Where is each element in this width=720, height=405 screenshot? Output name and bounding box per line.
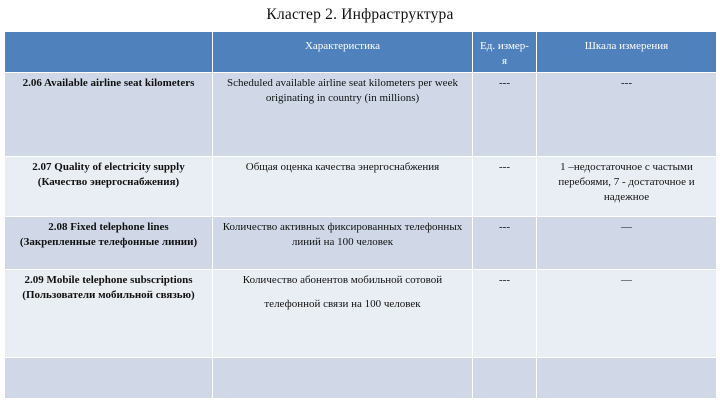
characteristic-cell: Scheduled available airline seat kilometers per week originating in country (in millions) xyxy=(213,73,473,157)
indicator-cell: 2.07 Quality of electricity supply (Качество энергоснабжения) xyxy=(5,157,213,217)
characteristic-line: телефонной связи на 100 человек xyxy=(264,297,421,310)
table-row xyxy=(5,270,717,358)
infrastructure-table xyxy=(4,31,717,399)
characteristic-cell: Количество активных фиксированных телефонных линий на 100 человек xyxy=(213,217,473,270)
indicator-cell: 2.09 Mobile telephone subscriptions (Пользователи мобильной связью) xyxy=(5,270,213,358)
empty-table-row xyxy=(5,358,717,399)
characteristic-cell: Общая оценка качества энергоснабжения xyxy=(213,157,473,217)
unit-cell: --- xyxy=(473,270,537,358)
header-indicator xyxy=(5,32,213,73)
scale-cell: — xyxy=(537,270,717,358)
header-unit: Ед. измер-я xyxy=(473,32,537,73)
unit-cell: --- xyxy=(473,217,537,270)
empty-cell xyxy=(5,358,213,399)
table-header-row xyxy=(5,32,717,73)
table-row xyxy=(5,157,717,217)
scale-cell: --- xyxy=(537,73,717,157)
unit-cell: --- xyxy=(473,157,537,217)
scale-cell: — xyxy=(537,217,717,270)
indicator-cell: 2.06 Available airline seat kilometers xyxy=(5,73,213,157)
characteristic-line: Количество абонентов мобильной сотовой xyxy=(242,274,443,286)
characteristic-cell xyxy=(213,270,473,358)
header-scale: Шкала измерения xyxy=(537,32,717,73)
table-row xyxy=(5,217,717,270)
empty-cell xyxy=(213,358,473,399)
indicator-cell: 2.08 Fixed telephone lines (Закрепленные телефонные линии) xyxy=(5,217,213,270)
unit-cell: --- xyxy=(473,73,537,157)
scale-cell: 1 –недостаточное с частыми перебоями, 7 - достаточное и надежное xyxy=(537,157,717,217)
empty-cell xyxy=(473,358,537,399)
table-row xyxy=(5,73,717,157)
empty-cell xyxy=(537,358,717,399)
header-characteristic: Характеристика xyxy=(213,32,473,73)
slide-title: Кластер 2. Инфраструктура xyxy=(266,6,454,23)
